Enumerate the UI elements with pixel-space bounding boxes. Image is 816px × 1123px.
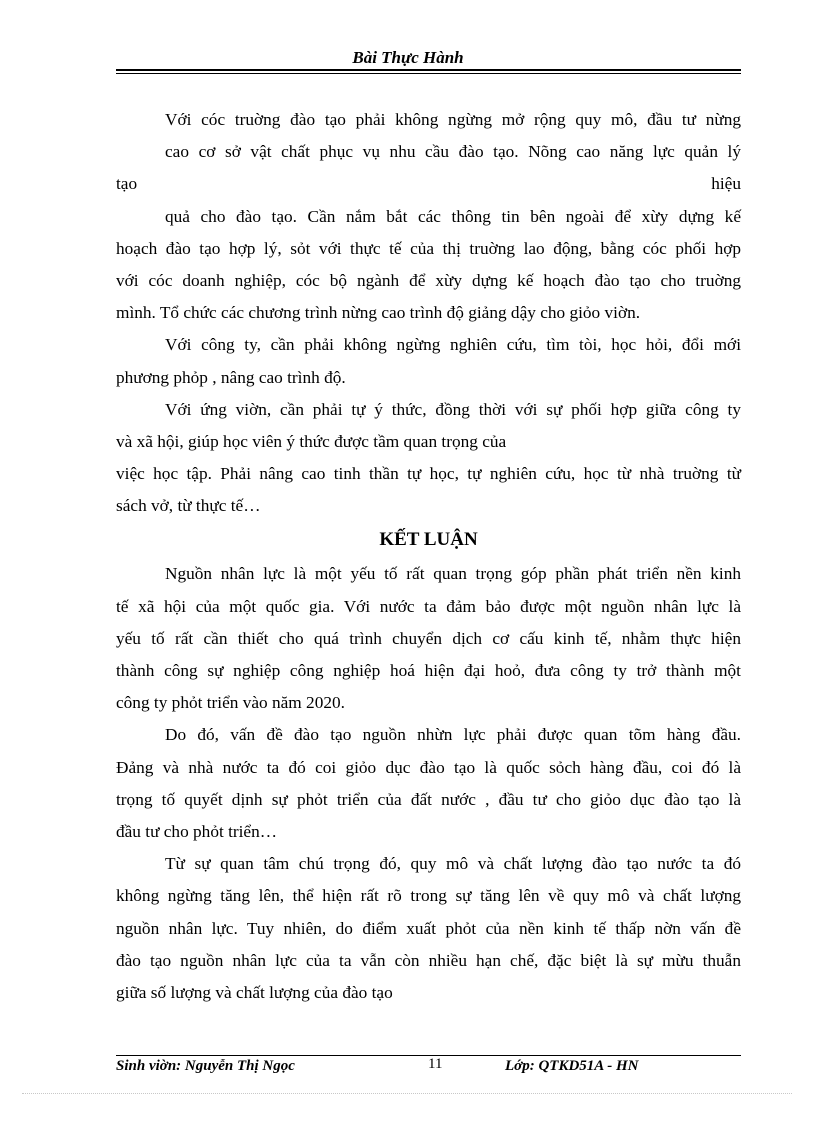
- paragraph-line: Nguồn nhân lực là một yếu tố rất quan trọng góp phần phát triển nền kinh: [165, 564, 741, 584]
- paragraph-line: đầu tư cho phỏt triển…: [116, 821, 278, 841]
- footer-class-code: Lớp: QTKD51A - HN: [505, 1058, 639, 1074]
- paragraph-line: quả cho đào tạo. Cần nắm bắt các thông tin bên ngoài để xừy dựng kế: [165, 206, 741, 226]
- paragraph-line: hoạch đào tạo hợp lý, sỏt với thực tế của thị truờng lao động, bằng cóc phối hợp: [116, 238, 741, 258]
- paragraph-line: Do đó, vấn đề đào tạo nguồn nhừn lực phải được quan tõm hàng đầu.: [165, 725, 741, 745]
- paragraph-line: việc học tập. Phải nâng cao tinh thần tự học, tự nghiên cứu, học từ nhà truờng từ: [116, 464, 741, 484]
- paragraph-line-split: [116, 168, 741, 200]
- paragraph-line: trọng tố quyết dịnh sự phỏt triển của đất nước , đầu tư cho giỏo dục đào tạo là: [116, 789, 741, 809]
- paragraph-line: giữa số lượng và chất lượng của đào tạo: [116, 982, 393, 1002]
- paragraph-line: Từ sự quan tâm chú trọng đó, quy mô và chất lượng đào tạo nước ta đó: [165, 854, 741, 874]
- header-rule-thin: [116, 73, 741, 74]
- paragraph-line: tế xã hội của một quốc gia. Với nước ta đảm bảo được một nguồn nhân lực là: [116, 596, 741, 616]
- paragraph-line: nguồn nhân lực. Tuy nhiên, do điểm xuất phỏt của nền kinh tế thấp nờn vấn đề: [116, 918, 741, 938]
- page-number: 11: [428, 1056, 443, 1072]
- document-body: [116, 104, 741, 1009]
- paragraph-line: phương phỏp , nâng cao trình độ.: [116, 367, 346, 387]
- paragraph-line: đào tạo nguồn nhân lực của ta vẫn còn nhiều hạn chế, đặc biệt là sự mừu thuẫn: [116, 950, 741, 970]
- paragraph-line: Với ứng viờn, cần phải tự ý thức, đồng thời với sự phối hợp giữa công ty: [165, 399, 741, 419]
- paragraph-line: Đảng và nhà nước ta đó coi giỏo dục đào tạo là quốc sỏch hàng đầu, coi đó là: [116, 757, 741, 777]
- paragraph-line: không ngừng tăng lên, thể hiện rất rõ trong sự tăng lên về quy mô và chất lượng: [116, 886, 741, 906]
- paragraph-line: công ty phỏt triển vào năm 2020.: [116, 693, 345, 713]
- section-heading: KẾT LUẬN: [379, 529, 478, 551]
- paragraph-line: với cóc doanh nghiệp, cóc bộ ngành để xừy dựng kế hoạch đào tạo cho truờng: [116, 270, 741, 290]
- paragraph-line: yếu tố rất cần thiết cho quá trình chuyển dịch cơ cấu kinh tế, nhằm thực hiện: [116, 628, 741, 648]
- paragraph-line: Với cóc truờng đào tạo phải không ngừng mở rộng quy mô, đầu tư nừng: [165, 110, 741, 129]
- footer-student-name: Sinh viờn: Nguyễn Thị Ngọc: [116, 1058, 295, 1074]
- paragraph-line: cao cơ sở vật chất phục vụ nhu cầu đào tạo. Nõng cao năng lực quản lý: [165, 142, 741, 162]
- paragraph-word: hiệu: [711, 174, 741, 194]
- paragraph-line: mình. Tổ chức các chương trình nừng cao trình độ giảng dậy cho giỏo viờn.: [116, 303, 641, 323]
- page-bottom-dotted-border: [22, 1093, 792, 1094]
- header-rule-thick: [116, 69, 741, 71]
- paragraph-line: và xã hội, giúp học viên ý thức được tầm quan trọng của: [116, 431, 507, 451]
- paragraph-line: sách vở, từ thực tế…: [116, 496, 261, 516]
- document-header-title: Bài Thực Hành: [352, 48, 464, 67]
- paragraph-line: Với công ty, cần phải không ngừng nghiên cứu, tìm tòi, học hỏi, đổi mới: [165, 335, 741, 355]
- paragraph-line: thành công sự nghiệp công nghiệp hoá hiện đại hoỏ, đưa công ty trở thành một: [116, 661, 741, 680]
- paragraph-word: tạo: [116, 174, 138, 194]
